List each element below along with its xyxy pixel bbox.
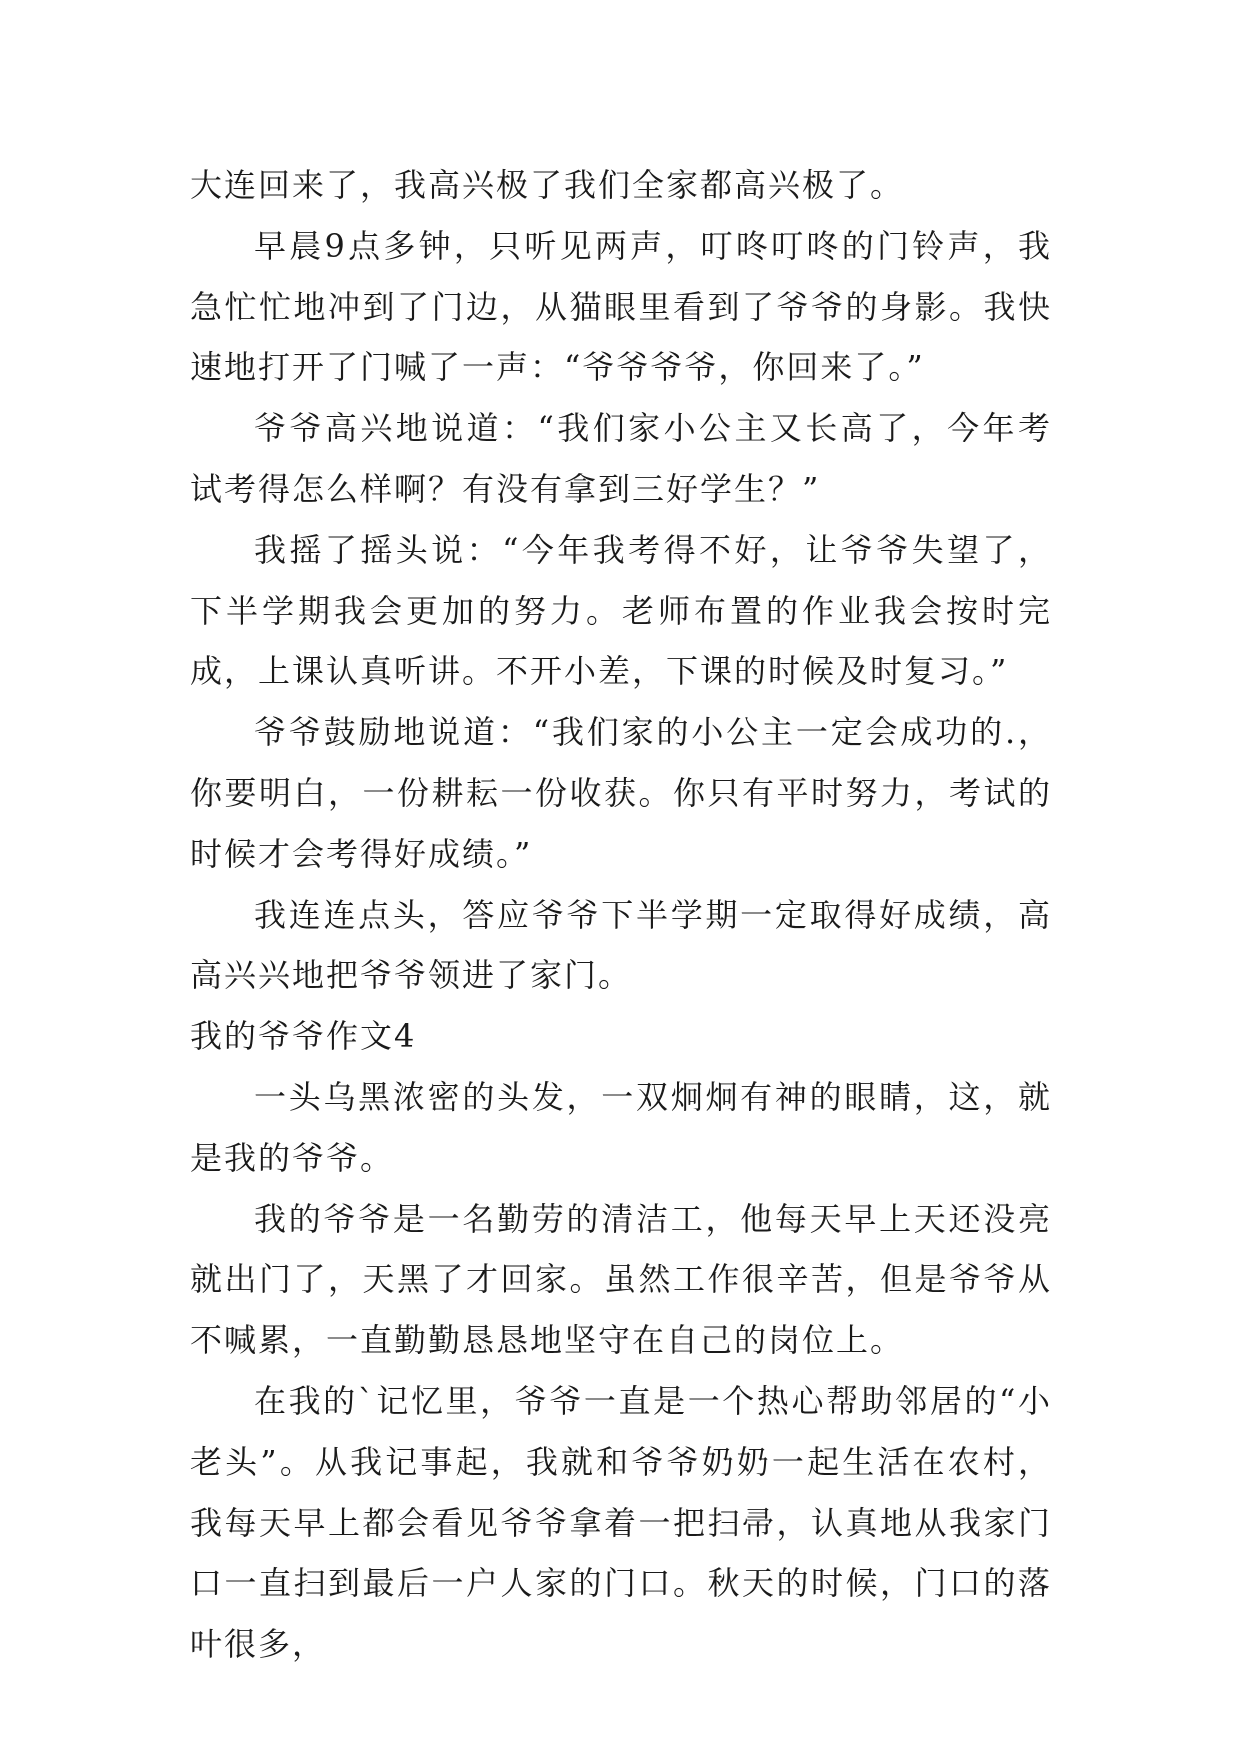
paragraph-2: 早晨9点多钟，只听见两声，叮咚叮咚的门铃声，我急忙忙地冲到了门边，从猫眼里看到了爷爷的身影。我快速地打开了门喊了一声：“爷爷爷爷，你回来了。”	[190, 226, 1052, 387]
paragraph-9: 在我的`记忆里，爷爷一直是一个热心帮助邻居的“小老头”。从我记事起，我就和爷爷奶奶一起生活在农村，我每天早上都会看见爷爷拿着一把扫帚，认真地从我家门口一直扫到最后一户人家的门口。秋天的时候，门口的落叶很多，	[190, 1381, 1052, 1664]
paragraph-8: 我的爷爷是一名勤劳的清洁工，他每天早上天还没亮就出门了，天黑了才回家。虽然工作很辛苦，但是爷爷从不喊累，一直勤勤恳恳地坚守在自己的岗位上。	[190, 1199, 1052, 1360]
paragraph-1: 大连回来了，我高兴极了我们全家都高兴极了。	[190, 166, 905, 204]
paragraph-6: 我连连点头，答应爷爷下半学期一定取得好成绩，高高兴兴地把爷爷领进了家门。	[190, 895, 1052, 995]
paragraph-3: 爷爷高兴地说道：“我们家小公主又长高了，今年考试考得怎么样啊？有没有拿到三好学生？”	[190, 409, 1052, 508]
paragraph-4: 我摇了摇头说：“今年我考得不好，让爷爷失望了，下半学期我会更加的努力。老师布置的作业我会按时完成，上课认真听讲。不开小差，下课的时候及时复习。”	[190, 530, 1052, 691]
paragraph-5: 爷爷鼓励地说道：“我们家的小公主一定会成功的.，你要明白，一份耕耘一份收获。你只有平时努力，考试的时候才会考得好成绩。”	[190, 713, 1052, 873]
section-heading: 我的爷爷作文4	[190, 1017, 417, 1056]
paragraph-7: 一头乌黑浓密的头发，一双炯炯有神的眼睛，这，就是我的爷爷。	[190, 1077, 1052, 1177]
document-body	[190, 155, 1052, 1675]
